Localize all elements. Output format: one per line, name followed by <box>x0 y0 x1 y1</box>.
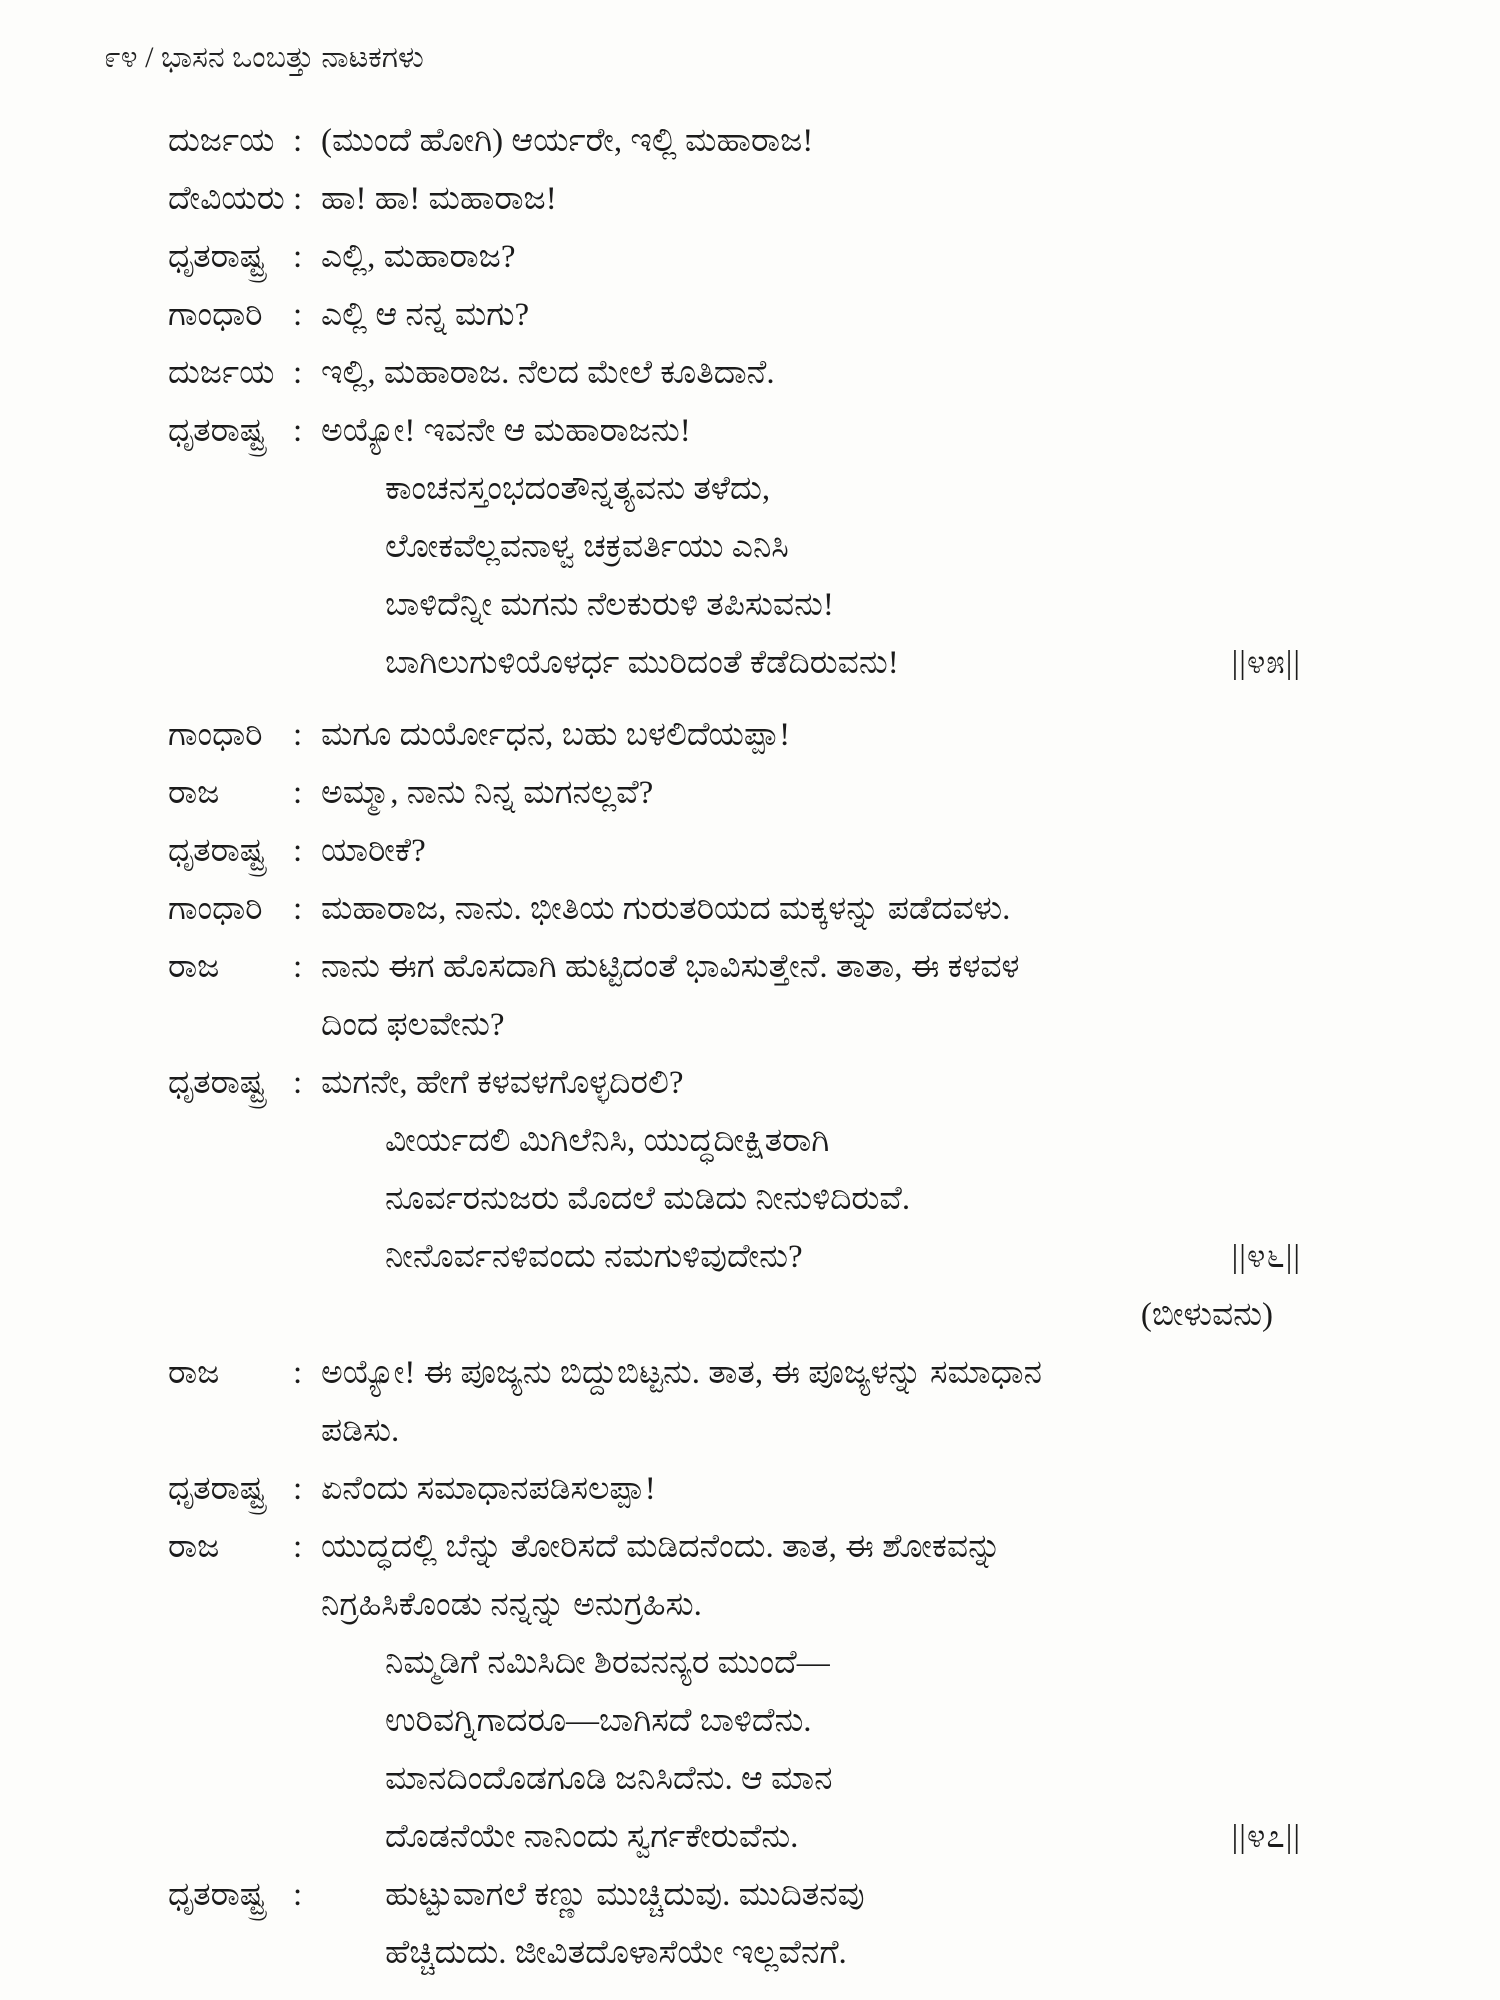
speaker-name: ರಾಜ <box>168 775 220 811</box>
dialogue-line-continuation: ನಿಗ್ರಹಿಸಿಕೊಂಡು ನನ್ನನ್ನು ಅನುಗ್ರಹಿಸು. <box>321 1587 702 1623</box>
dialogue-row <box>168 1344 1403 1460</box>
speaker-name: ಧೃತರಾಷ್ಟ್ರ <box>168 239 266 275</box>
speaker-name: ದೇವಿಯರು <box>168 181 285 217</box>
dialogue-row <box>168 1460 1403 1518</box>
dialogue-row <box>168 1518 1403 1634</box>
colon-separator: : <box>293 775 303 811</box>
dialogue-line: ಹುಟ್ಟುವಾಗಲೆ ಕಣ್ಣು ಮುಚ್ಚಿದುವು. ಮುದಿತನವು <box>385 1877 865 1913</box>
verse-row <box>168 1692 1403 1750</box>
verse-line: ಮಾನದಿಂದೊಡಗೂಡಿ ಜನಿಸಿದೆನು. ಆ ಮಾನ <box>385 1761 833 1797</box>
colon-separator: : <box>293 1877 303 1913</box>
speaker-name: ದುರ್ಜಯ <box>168 355 275 391</box>
dialogue-line: ಯಾರೀಕೆ? <box>321 833 426 869</box>
dialogue-line: ಮಗನೇ, ಹೇಗೆ ಕಳವಳಗೊಳ್ಳದಿರಲಿ? <box>321 1065 684 1101</box>
verse-line: ಬಾಗಿಲುಗುಳಿಯೊಳರ್ಧ ಮುರಿದಂತೆ ಕೆಡೆದಿರುವನು! <box>385 645 899 681</box>
colon-separator: : <box>293 1355 303 1391</box>
colon-separator: : <box>293 239 303 275</box>
dialogue-line: (ಮುಂದೆ ಹೋಗಿ) ಆರ್ಯರೇ, ಇಲ್ಲಿ ಮಹಾರಾಜ! <box>321 123 814 159</box>
verse-line: ಲೋಕವೆಲ್ಲವನಾಳ್ವ ಚಕ್ರವರ್ತಿಯು ಎನಿಸಿ <box>385 529 789 565</box>
speaker-name: ಗಾಂಧಾರಿ <box>168 297 263 333</box>
colon-separator: : <box>293 181 303 217</box>
dialogue-line: ಮಹಾರಾಜ, ನಾನು. ಭೀತಿಯ ಗುರುತರಿಯದ ಮಕ್ಕಳನ್ನು ಪಡೆದವಳು. <box>321 891 1011 927</box>
speaker-name: ಧೃತರಾಷ್ಟ್ರ <box>168 833 266 869</box>
dialogue-line: ಮಗೂ ದುರ್ಯೋಧನ, ಬಹು ಬಳಲಿದೆಯಪ್ಪಾ! <box>321 717 791 753</box>
dialogue-line: ಎಲ್ಲಿ, ಮಹಾರಾಜ? <box>321 239 516 275</box>
dialogue-row <box>168 402 1403 460</box>
dialogue-line: ಅಯ್ಯೋ! ಇವನೇ ಆ ಮಹಾರಾಜನು! <box>321 413 691 449</box>
dialogue-row <box>168 822 1403 880</box>
dialogue-row <box>168 706 1403 764</box>
dialogue-line: ಅಮ್ಮಾ, ನಾನು ನಿನ್ನ ಮಗನಲ್ಲವೆ? <box>321 775 654 811</box>
dialogue-line: ನಾನು ಈಗ ಹೊಸದಾಗಿ ಹುಟ್ಟಿದಂತೆ ಭಾವಿಸುತ್ತೇನೆ. ತಾತಾ, ಈ ಕಳವಳ <box>321 949 1020 985</box>
verse-row <box>168 1112 1403 1170</box>
speaker-name: ಗಾಂಧಾರಿ <box>168 717 263 753</box>
verse-line: ನೂರ್ವರನುಜರು ಮೊದಲೆ ಮಡಿದು ನೀನುಳಿದಿರುವೆ. <box>385 1181 911 1217</box>
verse-row <box>168 1634 1403 1692</box>
verse-line: ನೀನೊರ್ವನಳಿವಂದು ನಮಗುಳಿವುದೇನು? <box>385 1239 803 1275</box>
dialogue-row <box>168 1866 1403 1982</box>
colon-separator: : <box>293 717 303 753</box>
dialogue-row <box>168 1054 1403 1112</box>
dialogue-row <box>168 112 1403 170</box>
speaker-name: ಧೃತರಾಷ್ಟ್ರ <box>168 1877 266 1913</box>
dialogue-row <box>168 344 1403 402</box>
verse-line: ಬಾಳಿದೆನ್ನೀ ಮಗನು ನೆಲಕುರುಳಿ ತಪಿಸುವನು! <box>385 587 834 623</box>
verse-line: ಕಾಂಚನಸ್ತಂಭದಂತೌನ್ನತ್ಯವನು ತಳೆದು, <box>385 471 771 507</box>
colon-separator: : <box>293 1529 303 1565</box>
dialogue-row <box>168 938 1403 1054</box>
verse-line: ವೀರ್ಯದಲಿ ಮಿಗಿಲೆನಿಸಿ, ಯುದ್ಧದೀಕ್ಷಿತರಾಗಿ <box>385 1123 830 1159</box>
verse-number-marker: ||೪೬|| <box>1231 1239 1301 1275</box>
verse-line: ಉರಿವಗ್ನಿಗಾದರೂ—ಬಾಗಿಸದೆ ಬಾಳಿದೆನು. <box>385 1703 812 1739</box>
colon-separator: : <box>293 297 303 333</box>
dialogue-row <box>168 170 1403 228</box>
verse-row <box>168 1228 1403 1286</box>
stage-direction: (ಬೀಳುವನು) <box>1140 1297 1273 1333</box>
verse-row <box>168 1170 1403 1228</box>
verse-row <box>168 1750 1403 1808</box>
speaker-name: ರಾಜ <box>168 1355 220 1391</box>
dialogue-row <box>168 228 1403 286</box>
dialogue-content <box>168 112 1403 1982</box>
dialogue-row <box>168 286 1403 344</box>
verse-number-marker: ||೪೭|| <box>1231 1819 1301 1855</box>
speaker-name: ರಾಜ <box>168 1529 220 1565</box>
colon-separator: : <box>293 833 303 869</box>
dialogue-line: ಇಲ್ಲಿ, ಮಹಾರಾಜ. ನೆಲದ ಮೇಲೆ ಕೂತಿದಾನೆ. <box>321 355 775 391</box>
colon-separator: : <box>293 949 303 985</box>
verse-row <box>168 634 1403 692</box>
dialogue-line: ಯುದ್ಧದಲ್ಲಿ ಬೆನ್ನು ತೋರಿಸದೆ ಮಡಿದನೆಂದು. ತಾತ, ಈ ಶೋಕವನ್ನು <box>321 1529 1002 1565</box>
speaker-name: ದುರ್ಜಯ <box>168 123 275 159</box>
verse-row <box>168 460 1403 518</box>
colon-separator: : <box>293 1471 303 1507</box>
colon-separator: : <box>293 123 303 159</box>
speaker-name: ಧೃತರಾಷ್ಟ್ರ <box>168 1065 266 1101</box>
verse-number-marker: ||೪೫|| <box>1231 645 1301 681</box>
dialogue-line: ಎಲ್ಲಿ ಆ ನನ್ನ ಮಗು? <box>321 297 530 333</box>
dialogue-line-continuation: ದಿಂದ ಫಲವೇನು? <box>321 1007 505 1043</box>
dialogue-row <box>168 764 1403 822</box>
stage-direction-row <box>168 1286 1403 1344</box>
dialogue-line: ಅಯ್ಯೋ! ಈ ಪೂಜ್ಯನು ಬಿದ್ದುಬಿಟ್ಟನು. ತಾತ, ಈ ಪೂಜ್ಯಳನ್ನು ಸಮಾಧಾನ <box>321 1355 1042 1391</box>
dialogue-row <box>168 880 1403 938</box>
colon-separator: : <box>293 413 303 449</box>
colon-separator: : <box>293 891 303 927</box>
dialogue-line-continuation: ಹೆಚ್ಚಿದುದು. ಜೀವಿತದೊಳಾಸೆಯೇ ಇಲ್ಲವೆನಗೆ. <box>385 1935 847 1971</box>
dialogue-line-continuation: ಪಡಿಸು. <box>321 1413 400 1449</box>
speaker-name: ಗಾಂಧಾರಿ <box>168 891 263 927</box>
colon-separator: : <box>293 1065 303 1101</box>
verse-row <box>168 1808 1403 1866</box>
verse-row <box>168 576 1403 634</box>
page-header <box>104 38 424 78</box>
colon-separator: : <box>293 355 303 391</box>
speaker-name: ಧೃತರಾಷ್ಟ್ರ <box>168 413 266 449</box>
page-number-and-title: ೯೪ / ಭಾಸನ ಒಂಬತ್ತು ನಾಟಕಗಳು <box>104 41 424 74</box>
dialogue-line: ಏನೆಂದು ಸಮಾಧಾನಪಡಿಸಲಪ್ಪಾ! <box>321 1471 656 1507</box>
dialogue-line: ಹಾ! ಹಾ! ಮಹಾರಾಜ! <box>321 181 557 217</box>
verse-line: ದೊಡನೆಯೇ ನಾನಿಂದು ಸ್ವರ್ಗಕೇರುವೆನು. <box>385 1819 799 1855</box>
speaker-name: ಧೃತರಾಷ್ಟ್ರ <box>168 1471 266 1507</box>
verse-row <box>168 518 1403 576</box>
verse-line: ನಿಮ್ಮಡಿಗೆ ನಮಿಸಿದೀ ಶಿರವನನ್ಯರ ಮುಂದೆ— <box>385 1645 830 1681</box>
speaker-name: ರಾಜ <box>168 949 220 985</box>
